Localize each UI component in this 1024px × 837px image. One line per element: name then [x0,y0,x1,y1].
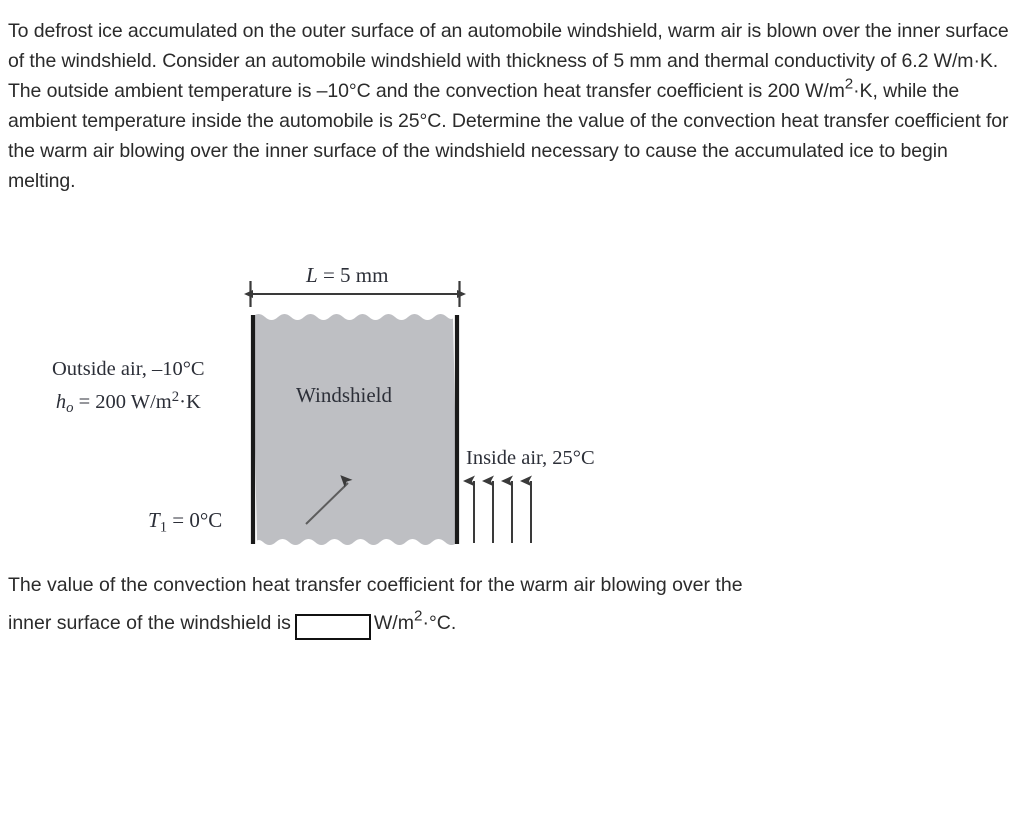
inside-air-arrows [474,481,531,543]
outside-air-label-block [52,355,205,422]
answer-line-2-prefix: inner surface of the windshield is [8,612,291,634]
surface-temp-symbol: T [148,508,160,532]
problem-statement [8,16,1020,196]
surface-temp-value: = 0°C [172,508,223,532]
outside-coeff-subscript: o [66,400,74,417]
problem-paragraph [8,16,1020,196]
answer-line-2 [8,604,1008,642]
answer-unit-prefix: W/m [373,612,414,634]
inside-air-label: Inside air, 25°C [466,447,595,469]
surface-temperature-label [148,508,222,536]
thickness-label [306,263,388,288]
thickness-value: = 5 mm [322,263,389,287]
problem-text-part-1: To defrost ice accumulated on the outer surface of an automobile windshield, warm air is blown over the inner surface of the windshield. Consider an automobile windshield with thickness of 5 mm and thermal conductivity of 6.2 W/m·K. The outside ambient temperature is –10°C and the convection heat transfer coefficient is 200 W/m [8,20,1009,102]
answer-unit-suffix: ·°C. [422,612,457,634]
slab-label: Windshield [296,383,392,407]
outside-coeff-exponent: 2 [171,389,180,405]
answer-line-1: The value of the convection heat transfer coefficient for the warm air blowing over the [8,574,743,596]
answer-section [8,566,1008,642]
windshield-diagram [0,255,1024,555]
outside-coefficient-label [52,383,205,422]
thickness-symbol: L [306,263,318,287]
outside-coeff-unit-tail: ·K [179,391,201,414]
surface-temp-subscript: 1 [159,519,168,536]
answer-input[interactable] [295,614,371,640]
windshield-slab [252,314,458,545]
problem-text-part-2: ·K, while the ambient temperature inside the automobile is 25°C. Determine the value of the convection heat transfer coefficient for the warm air blowing over the inner surface of the windshield necessary to cause the accumulated ice to begin melting. [8,80,1009,192]
outside-air-temp-label: Outside air, –10°C [52,358,205,380]
answer-unit-exponent: 2 [413,607,423,625]
outside-coeff-symbol: h [55,391,67,414]
problem-superscript-2: 2 [844,75,854,93]
outside-coeff-value: = 200 W/m [78,391,172,414]
